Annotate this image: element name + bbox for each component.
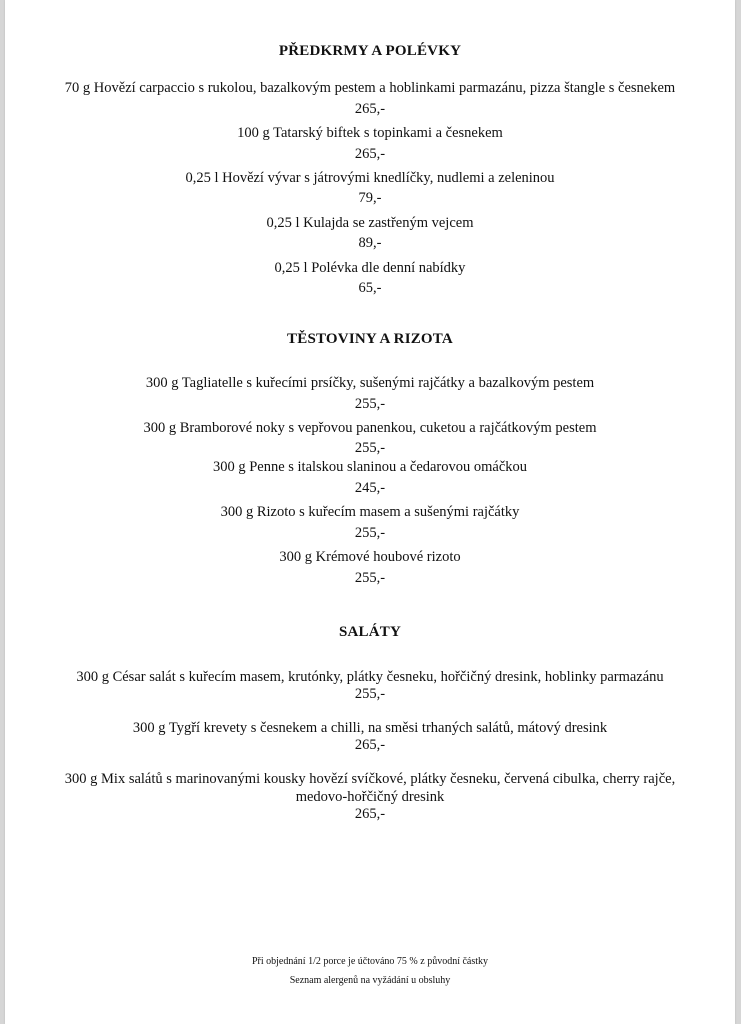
menu-item-price: 255,- (354, 686, 386, 702)
menu-item-name: 300 g Krémové houbové rizoto (279, 549, 461, 565)
menu-item-name: 300 g Penne s italskou slaninou a čedarovou omáčkou (212, 459, 528, 475)
section-title-salads: SALÁTY (338, 624, 402, 640)
menu-item-name: 300 g Rizoto s kuřecím masem a sušenými rajčátky (220, 504, 520, 520)
menu-page (5, 0, 735, 1024)
menu-item-name: 300 g Tagliatelle s kuřecími prsíčky, sušenými rajčátky a bazalkovým pestem (145, 375, 595, 391)
menu-item-price: 255,- (354, 570, 386, 586)
menu-item-name: 70 g Hovězí carpaccio s rukolou, bazalkovým pestem a hoblinkami parmazánu, pizza štangle s česnekem (64, 80, 676, 96)
allergens-note: Seznam alergenů na vyžádání u obsluhy (289, 975, 451, 986)
menu-item-price: 245,- (354, 480, 386, 496)
menu-item-price: 255,- (354, 525, 386, 541)
menu-item-name: 0,25 l Polévka dle denní nabídky (274, 260, 466, 276)
menu-item-price: 255,- (354, 440, 386, 456)
menu-item-name: 300 g Tygří krevety s česnekem a chilli, na směsi trhaných salátů, mátový dresink (132, 720, 608, 736)
menu-item-price: 79,- (358, 190, 382, 206)
menu-item-name: 300 g Bramborové noky s vepřovou panenkou, cuketou a rajčátkovým pestem (143, 420, 597, 436)
menu-item-name: 300 g César salát s kuřecím masem, krutónky, plátky česneku, hořčičný dresink, hoblinky parmazánu (76, 669, 664, 685)
section-title-starters-soups: PŘEDKRMY A POLÉVKY (278, 43, 462, 59)
half-portion-note: Při objednání 1/2 porce je účtováno 75 % z původní částky (251, 956, 489, 967)
menu-item-price: 255,- (354, 396, 386, 412)
menu-item-price: 265,- (354, 806, 386, 822)
menu-item-name: 0,25 l Kulajda se zastřeným vejcem (266, 215, 474, 231)
menu-item-price: 89,- (358, 235, 382, 251)
menu-item-name: 100 g Tatarský biftek s topinkami a česnekem (237, 125, 503, 141)
menu-item-price: 65,- (358, 280, 382, 296)
menu-item-price: 265,- (354, 146, 386, 162)
menu-item-name: 300 g Mix salátů s marinovanými kousky hovězí svíčkové, plátky česneku, červená cibulka, cherry rajče, (64, 771, 676, 787)
menu-item-name: 0,25 l Hovězí vývar s játrovými knedlíčky, nudlemi a zeleninou (185, 170, 555, 186)
menu-item-price: 265,- (354, 101, 386, 117)
section-title-pasta-risotto: TĚSTOVINY A RIZOTA (287, 331, 453, 347)
menu-item-price: 265,- (354, 737, 386, 753)
menu-item-name-continued: medovo-hořčičný dresink (295, 789, 445, 805)
